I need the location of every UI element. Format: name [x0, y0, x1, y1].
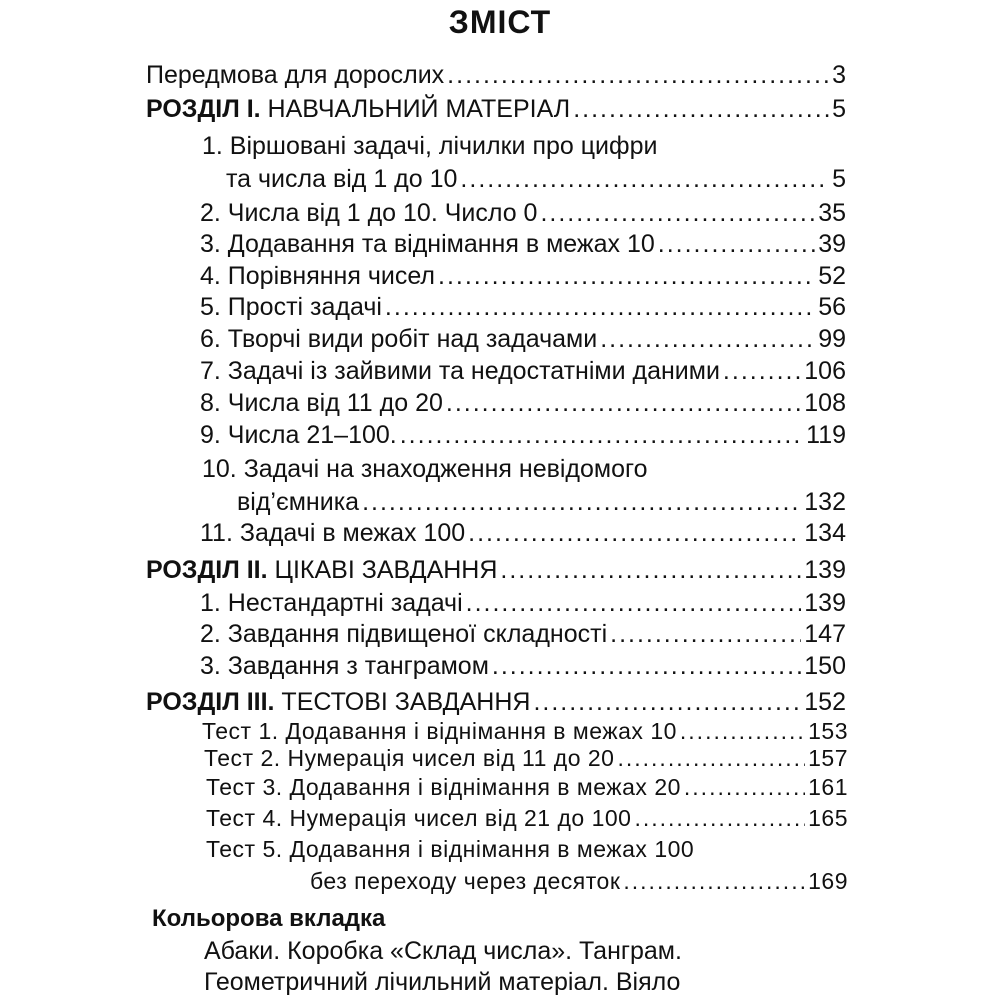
toc-entry-text: від’ємника — [237, 488, 360, 516]
leader-dots — [623, 866, 805, 896]
toc-entry-text: без переходу через десяток — [310, 868, 621, 894]
toc-entry-line1: 10. Задачі на знаходження невідомого — [202, 455, 648, 483]
leader-dots — [533, 687, 801, 717]
toc-entry-page: 5 — [832, 95, 846, 123]
toc-entry-page: 139 — [804, 589, 846, 617]
toc-section-1 — [146, 94, 846, 124]
toc-entry — [226, 164, 846, 194]
toc-entry-page: 119 — [806, 421, 846, 449]
toc-entry-page: 35 — [818, 199, 846, 227]
toc-entry — [200, 388, 846, 418]
toc-entry-page: 39 — [818, 230, 846, 258]
leader-dots — [400, 420, 803, 450]
leader-dots — [362, 487, 801, 517]
toc-entry-page: 165 — [808, 805, 848, 831]
toc-entry-text: 7. Задачі із зайвими та недостатніми даними — [200, 357, 720, 385]
toc-entry — [200, 292, 846, 322]
toc-entry-text: 8. Числа від 11 до 20 — [200, 389, 443, 417]
toc-entry-page: 132 — [804, 488, 846, 516]
toc-entry-text: 11. Задачі в межах 100 — [200, 519, 466, 547]
toc-entry-test — [206, 772, 848, 802]
toc-entry — [200, 356, 846, 386]
toc-entry-text: Тест 4. Нумерація чисел від 21 до 100 — [206, 805, 632, 831]
toc-entry-text: та числа від 1 до 10 — [226, 165, 458, 193]
toc-entry-page: 106 — [804, 357, 846, 385]
toc-section-3 — [146, 687, 846, 717]
leader-dots — [492, 651, 801, 681]
toc-entry-page: 150 — [804, 652, 846, 680]
toc-entry-page: 99 — [818, 325, 846, 353]
page-title: ЗМІСТ — [448, 4, 552, 40]
toc-entry-page: 134 — [804, 519, 846, 547]
toc-entry — [200, 198, 846, 228]
toc-entry-text: 6. Творчі види робіт над задачами — [200, 325, 598, 353]
toc-entry — [200, 518, 846, 548]
toc-entry-page: 153 — [808, 718, 848, 744]
leader-dots — [610, 619, 801, 649]
section-title: ЦІКАВІ ЗАВДАННЯ — [267, 556, 498, 584]
toc-entry-text: 5. Прості задачі — [200, 293, 382, 321]
leader-dots — [540, 198, 815, 228]
section-number: РОЗДІЛ ІІ. — [146, 556, 268, 584]
toc-entry — [237, 487, 846, 517]
leader-dots — [600, 324, 815, 354]
leader-dots — [500, 555, 801, 585]
toc-entry — [200, 619, 846, 649]
leader-dots — [573, 94, 829, 124]
toc-entry-page: 56 — [818, 293, 846, 321]
section-number: РОЗДІЛ І. — [146, 95, 261, 123]
leader-dots — [446, 388, 801, 418]
leader-dots — [723, 356, 801, 386]
leader-dots — [468, 518, 801, 548]
toc-entry-test — [310, 866, 848, 896]
toc-entry-page: 169 — [808, 868, 848, 894]
toc-entry — [200, 651, 846, 681]
toc-entry-text — [146, 555, 497, 585]
toc-entry-text: Тест 1. Додавання і віднімання в межах 10 — [202, 718, 677, 744]
leader-dots — [617, 743, 805, 773]
toc-entry-page: 3 — [832, 61, 846, 89]
leader-dots — [385, 292, 815, 322]
toc-entry — [200, 420, 846, 450]
toc-entry — [200, 261, 846, 291]
color-insert-heading: Кольорова вкладка — [152, 905, 386, 932]
toc-entry-page: 161 — [808, 774, 848, 800]
toc-entry — [200, 229, 846, 259]
leader-dots — [684, 772, 805, 802]
toc-entry-page: 147 — [804, 620, 846, 648]
section-number: РОЗДІЛ ІІІ. — [146, 688, 275, 716]
leader-dots — [438, 261, 815, 291]
toc-section-2 — [146, 555, 846, 585]
leader-dots — [460, 164, 829, 194]
toc-entry-line1: Тест 5. Додавання і віднімання в межах 100 — [206, 836, 695, 862]
toc-entry-test — [202, 716, 848, 746]
leader-dots — [658, 229, 815, 259]
toc-entry — [200, 588, 846, 618]
toc-entry-page: 108 — [804, 389, 846, 417]
toc-entry-page: 139 — [804, 556, 846, 584]
toc-entry-text: 4. Порівняння чисел — [200, 262, 435, 290]
leader-dots — [447, 60, 829, 90]
toc-entry-text: 9. Числа 21–100. — [200, 421, 397, 449]
toc-entry-text: 2. Завдання підвищеної складності — [200, 620, 608, 648]
toc-entry-text: 3. Завдання з танграмом — [200, 652, 489, 680]
color-insert-line1: Абаки. Коробка «Склад числа». Танграм. — [204, 937, 682, 965]
toc-entry-text: 3. Додавання та віднімання в межах 10 — [200, 230, 655, 258]
toc-entry-page: 5 — [832, 165, 846, 193]
toc-entry-preface — [146, 60, 846, 90]
leader-dots — [634, 803, 805, 833]
color-insert-line2: Геометричний лічильний матеріал. Віяло — [204, 968, 681, 996]
leader-dots — [680, 716, 805, 746]
section-title: НАВЧАЛЬНИЙ МАТЕРІАЛ — [260, 95, 571, 123]
toc-entry-text: Передмова для дорослих — [146, 61, 445, 89]
toc-entry-line1: 1. Віршовані задачі, лічилки про цифри — [202, 132, 658, 160]
toc-entry-test — [206, 803, 848, 833]
toc-entry-test — [204, 743, 848, 773]
toc-entry-text: Тест 2. Нумерація чисел від 11 до 20 — [204, 745, 615, 771]
toc-entry-text — [146, 687, 530, 717]
leader-dots — [466, 588, 802, 618]
toc-entry-text — [146, 94, 570, 124]
toc-entry-page: 52 — [818, 262, 846, 290]
toc-entry — [200, 324, 846, 354]
toc-entry-page: 152 — [804, 688, 846, 716]
toc-entry-page: 157 — [808, 745, 848, 771]
toc-entry-text: 2. Числа від 1 до 10. Число 0 — [200, 199, 538, 227]
toc-entry-text: 1. Нестандартні задачі — [200, 589, 463, 617]
section-title: ТЕСТОВІ ЗАВДАННЯ — [274, 688, 531, 716]
toc-entry-text: Тест 3. Додавання і віднімання в межах 20 — [206, 774, 681, 800]
